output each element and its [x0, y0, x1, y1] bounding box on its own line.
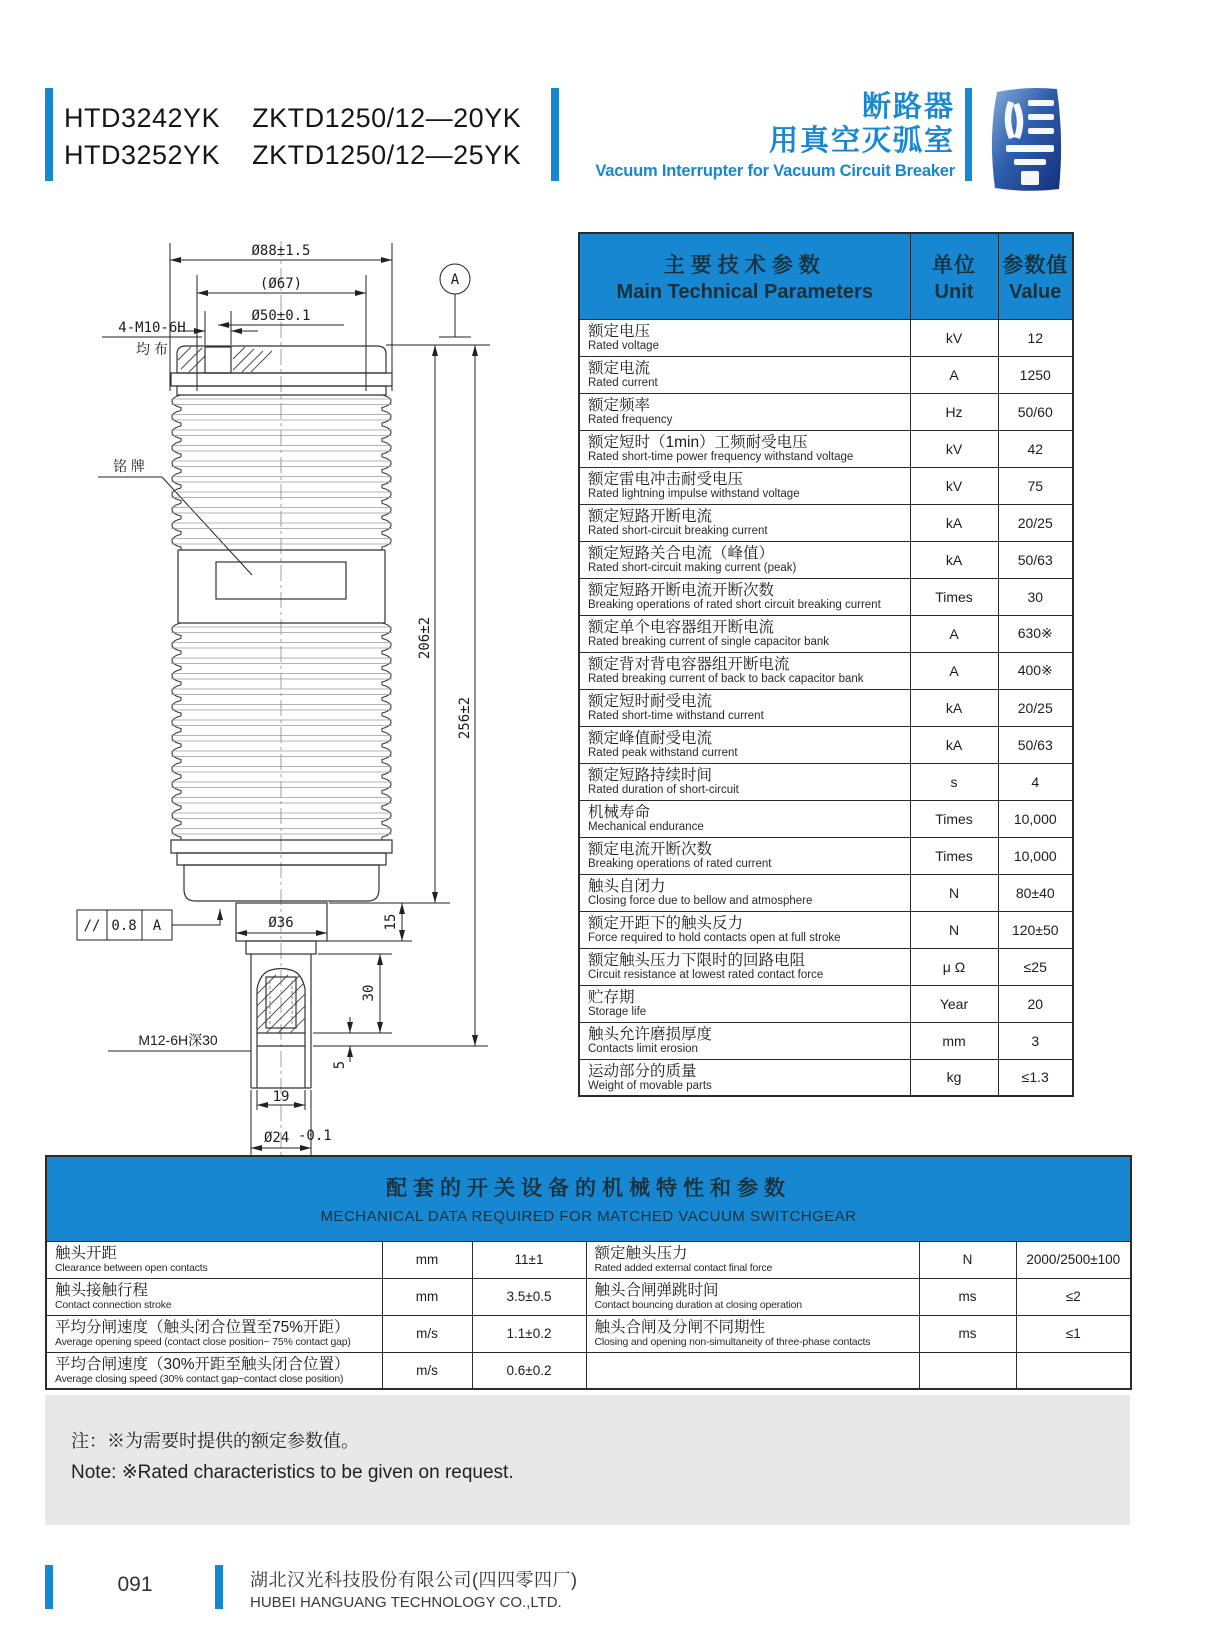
footer-company-en: HUBEI HANGUANG TECHNOLOGY CO.,LTD. — [250, 1594, 562, 1611]
parameter-name-cn: 触头开距 — [55, 1245, 118, 1262]
datum-a-letter: A — [450, 272, 460, 288]
table-row — [579, 578, 1073, 615]
parameter-name-cell — [579, 578, 910, 615]
parameter-name-cell — [579, 319, 910, 356]
title-en: Vacuum Interrupter for Vacuum Circuit Breaker — [595, 162, 955, 180]
table-row — [46, 1241, 1131, 1278]
unit-cell: m/s — [382, 1315, 472, 1352]
parameter-name-en: Rated lightning impulse withstand voltage — [588, 488, 800, 500]
gdt-tolerance-value: 0.8 — [111, 918, 137, 934]
header-unit-en: Unit — [934, 280, 974, 303]
value-cell: 20 — [998, 985, 1073, 1022]
value-cell: ≤25 — [998, 948, 1073, 985]
unit-cell: μ Ω — [910, 948, 998, 985]
parameter-name-cn: 额定短时耐受电流 — [588, 693, 713, 710]
unit-cell: N — [910, 874, 998, 911]
unit-cell: kV — [910, 430, 998, 467]
parameter-name-cn: 额定触头压力 — [594, 1245, 688, 1262]
value-cell — [1016, 1352, 1131, 1389]
parameter-name-en: Contact bouncing duration at closing operation — [594, 1299, 802, 1311]
product-title-block — [560, 90, 955, 181]
parameter-name-cell — [579, 985, 910, 1022]
dim-phi24-tolerance: -0.1 — [298, 1128, 332, 1144]
parameter-name-en: Contacts limit erosion — [588, 1043, 698, 1055]
table-row — [46, 1315, 1131, 1352]
parameter-name-cn: 额定频率 — [588, 397, 651, 414]
value-cell: 630※ — [998, 615, 1073, 652]
parallelism-tolerance-frame — [77, 910, 172, 940]
parameter-name-en: Rated short-time power frequency withstand voltage — [588, 451, 854, 463]
gdt-datum-ref: A — [152, 918, 162, 934]
table-row — [579, 1059, 1073, 1096]
header-value-en: Value — [1009, 280, 1062, 303]
footer-left-accent-bar — [45, 1565, 53, 1609]
parameter-name-cell — [46, 1278, 382, 1315]
table-row — [46, 1352, 1131, 1389]
dim-256: 256±2 — [457, 696, 473, 740]
unit-cell: mm — [910, 1022, 998, 1059]
parameter-name-en: Clearance between open contacts — [55, 1262, 208, 1274]
parameter-name-en: Rated breaking current of single capacitor bank — [588, 636, 830, 648]
parameter-name-cn: 额定短路关合电流（峰值） — [588, 545, 775, 562]
table-row — [579, 689, 1073, 726]
note-line-cn: 注：※为需要时提供的额定参数值。 — [71, 1431, 359, 1451]
table-row — [579, 911, 1073, 948]
parameter-name-cell — [579, 948, 910, 985]
dim-19: 19 — [272, 1089, 290, 1105]
table-row — [579, 393, 1073, 430]
mech-table-title — [46, 1156, 1131, 1241]
unit-cell: N — [910, 911, 998, 948]
table-row — [579, 985, 1073, 1022]
value-cell: 50/60 — [998, 393, 1073, 430]
header-value-cn: 参数值 — [1002, 253, 1069, 277]
value-cell: 3 — [998, 1022, 1073, 1059]
table-row — [579, 763, 1073, 800]
value-cell: 20/25 — [998, 504, 1073, 541]
parameter-name-en: Rated frequency — [588, 414, 673, 426]
model-line-2: HTD3252YK ZKTD1250/12—25YK — [64, 140, 522, 170]
value-cell: 400※ — [998, 652, 1073, 689]
parameter-name-cn: 额定峰值耐受电流 — [588, 730, 713, 747]
value-cell: 2000/2500±100 — [1016, 1241, 1131, 1278]
unit-cell: A — [910, 356, 998, 393]
parameter-name-cn: 额定电流 — [588, 360, 651, 377]
parameter-name-cn: 额定触头压力下限时的回路电阻 — [588, 952, 806, 969]
value-cell: 10,000 — [998, 800, 1073, 837]
parameter-name-en: Closing and opening non-simultaneity of three-phase contacts — [594, 1336, 871, 1348]
value-cell: ≤1.3 — [998, 1059, 1073, 1096]
model-line-1: HTD3242YK ZKTD1250/12—20YK — [64, 103, 522, 133]
dim-30: 30 — [361, 984, 377, 1002]
unit-cell: N — [919, 1241, 1016, 1278]
table-row — [579, 319, 1073, 356]
unit-cell: mm — [382, 1241, 472, 1278]
parameter-name-cell — [579, 430, 910, 467]
parameter-name-cell — [586, 1278, 919, 1315]
nameplate-label: 铭 牌 — [113, 458, 145, 474]
mech-title-cn: 配套的开关设备的机械特性和参数 — [386, 1177, 792, 1201]
parameter-name-cell — [579, 467, 910, 504]
parameter-name-cn: 额定短路持续时间 — [588, 767, 713, 784]
table-row — [579, 430, 1073, 467]
ceramic-bellows — [171, 395, 392, 840]
footer-page-number: 091 — [117, 1573, 153, 1596]
parameter-name-en: Average closing speed (30% contact gap~contact close position) — [55, 1372, 344, 1385]
unit-cell: kg — [910, 1059, 998, 1096]
header-parameters-en: Main Technical Parameters — [616, 280, 873, 303]
footer-mid-accent-bar — [215, 1565, 223, 1609]
unit-cell: Times — [910, 800, 998, 837]
unit-cell: Year — [910, 985, 998, 1022]
unit-cell: A — [910, 615, 998, 652]
unit-cell: kA — [910, 726, 998, 763]
parameter-name-cell — [586, 1315, 919, 1352]
table-row — [579, 356, 1073, 393]
parameter-name-en: Weight of movable parts — [588, 1079, 712, 1092]
main-parameters-table — [578, 232, 1074, 1097]
parameter-name-cell — [579, 504, 910, 541]
dimension-lines — [98, 243, 490, 1155]
parameter-name-cell — [579, 541, 910, 578]
unit-cell: kA — [910, 504, 998, 541]
parameter-name-en: Rated current — [588, 377, 658, 389]
parameter-name-en: Closing force due to bellow and atmosphere — [588, 895, 813, 907]
parameter-name-cell — [579, 726, 910, 763]
title-cn-line2: 用真空灭弧室 — [768, 125, 955, 157]
dim-phi50: Ø50±0.1 — [251, 308, 311, 324]
table-row — [579, 652, 1073, 689]
parameter-name-en: Mechanical endurance — [588, 821, 704, 833]
value-cell: 10,000 — [998, 837, 1073, 874]
note-line-en: Note: ※Rated characteristics to be given on request. — [71, 1462, 514, 1483]
mechanical-data-table — [45, 1155, 1132, 1390]
bolt-pattern-label2: 均 布 — [136, 341, 168, 357]
table-row — [579, 726, 1073, 763]
header-parameters-cn: 主要技术参数 — [663, 253, 826, 277]
parameter-name-cell — [579, 1059, 910, 1096]
value-cell: 42 — [998, 430, 1073, 467]
unit-cell — [919, 1352, 1016, 1389]
unit-cell: Times — [910, 837, 998, 874]
datum-a-symbol — [439, 264, 471, 337]
dim-phi67: (Ø67) — [259, 276, 303, 292]
header-right-accent-bar — [965, 88, 972, 181]
table-row — [579, 504, 1073, 541]
parameter-name-cell — [46, 1352, 382, 1389]
parameter-name-cell — [579, 689, 910, 726]
value-cell: ≤1 — [1016, 1315, 1131, 1352]
table-row — [579, 541, 1073, 578]
parameter-name-en: Average opening speed (contact close position~ 75% contact gap) — [55, 1336, 351, 1348]
parameter-name-cn: 运动部分的质量 — [588, 1062, 697, 1080]
parameter-name-cn: 额定背对背电容器组开断电流 — [588, 656, 790, 673]
parameter-name-cell — [579, 763, 910, 800]
parameter-name-cn: 额定电流开断次数 — [588, 841, 713, 858]
parameter-name-en: Rated added external contact final force — [594, 1262, 773, 1274]
interrupter-body — [171, 346, 392, 1088]
mech-title-en: MECHANICAL DATA REQUIRED FOR MATCHED VACUUM SWITCHGEAR — [320, 1208, 857, 1226]
footer-company — [250, 1566, 578, 1611]
parameter-name-cn: 额定电压 — [588, 323, 651, 340]
parameter-name-en: Rated short-circuit making current (peak) — [588, 562, 797, 574]
bolt-hole-section — [205, 347, 231, 373]
parameter-name-cell — [579, 356, 910, 393]
table-row — [579, 874, 1073, 911]
unit-cell: ms — [919, 1315, 1016, 1352]
table-row — [579, 615, 1073, 652]
unit-cell: mm — [382, 1278, 472, 1315]
value-cell: 0.6±0.2 — [472, 1352, 586, 1389]
dim-phi24: Ø24 — [264, 1130, 290, 1146]
parameter-name-cn: 额定短路开断电流开断次数 — [588, 582, 775, 599]
dim-15: 15 — [383, 913, 399, 931]
header-mid-accent-bar — [551, 88, 559, 181]
bolt-pattern-label: 4-M10-6H — [118, 320, 186, 336]
table-row — [579, 800, 1073, 837]
header-parameters — [579, 233, 910, 319]
parameter-name-cell — [579, 393, 910, 430]
note-box — [45, 1395, 1130, 1525]
table-row — [579, 837, 1073, 874]
parameter-name-en: Rated short-time withstand current — [588, 710, 764, 722]
parameter-name-en: Breaking operations of rated short circuit breaking current — [588, 599, 881, 611]
unit-cell: kA — [910, 689, 998, 726]
value-cell: 12 — [998, 319, 1073, 356]
parameter-name-cn: 额定雷电冲击耐受电压 — [588, 471, 744, 488]
unit-cell: Times — [910, 578, 998, 615]
parameter-name-cn: 机械寿命 — [588, 804, 651, 821]
parameter-name-cell — [579, 1022, 910, 1059]
parameter-name-en: Rated short-circuit breaking current — [588, 525, 768, 537]
table-row — [579, 948, 1073, 985]
parameter-name-cn: 触头允许磨损厚度 — [588, 1026, 713, 1043]
parameter-name-cn: 触头自闭力 — [588, 878, 666, 895]
parameter-name-cn: 额定短时（1min）工频耐受电压 — [588, 434, 808, 451]
value-cell: 3.5±0.5 — [472, 1278, 586, 1315]
parameter-name-cell — [579, 652, 910, 689]
unit-cell: m/s — [382, 1352, 472, 1389]
parameter-name-cell — [579, 874, 910, 911]
parameter-name-cell — [586, 1241, 919, 1278]
company-seal-logo — [988, 85, 1064, 193]
parameter-name-en: Rated voltage — [588, 340, 659, 352]
title-cn-line1: 断路器 — [861, 91, 955, 123]
unit-cell: kV — [910, 319, 998, 356]
parameter-name-cn: 贮存期 — [588, 989, 635, 1006]
table-row — [46, 1278, 1131, 1315]
parameter-name-cell — [579, 911, 910, 948]
parameter-name-cn: 触头合闸弹跳时间 — [594, 1282, 719, 1299]
parameter-name-cn: 额定短路开断电流 — [588, 508, 713, 525]
dim-phi36: Ø36 — [268, 915, 294, 931]
table-row — [579, 467, 1073, 504]
footer-company-cn: 湖北汉光科技股份有限公司(四四零四厂) — [250, 1570, 578, 1590]
value-cell: 30 — [998, 578, 1073, 615]
parameter-name-en: Rated peak withstand current — [588, 747, 738, 759]
header-left-accent-bar — [45, 88, 53, 181]
parameter-name-en: Storage life — [588, 1006, 647, 1018]
dim-206: 206±2 — [417, 616, 433, 660]
unit-cell: A — [910, 652, 998, 689]
parameter-name-cn: 额定单个电容器组开断电流 — [588, 619, 775, 636]
unit-cell: kA — [910, 541, 998, 578]
model-numbers — [64, 100, 521, 174]
table-row — [579, 1022, 1073, 1059]
value-cell: 4 — [998, 763, 1073, 800]
unit-cell: ms — [919, 1278, 1016, 1315]
parameter-name-en: Circuit resistance at lowest rated contact force — [588, 969, 824, 981]
parameter-name-cell — [46, 1241, 382, 1278]
unit-cell: kV — [910, 467, 998, 504]
table-header-row — [579, 233, 1073, 319]
parameter-name-cn: 触头合闸及分闸不同期性 — [594, 1319, 766, 1336]
parameter-name-cn: 额定开距下的触头反力 — [588, 915, 744, 932]
value-cell: 75 — [998, 467, 1073, 504]
technical-drawing — [50, 213, 550, 1163]
dim-phi88: Ø88±1.5 — [251, 243, 311, 259]
value-cell: 11±1 — [472, 1241, 586, 1278]
header-value — [998, 233, 1073, 319]
header-unit — [910, 233, 998, 319]
value-cell: 50/63 — [998, 726, 1073, 763]
mech-table-header-row — [46, 1156, 1131, 1241]
unit-cell: Hz — [910, 393, 998, 430]
value-cell: 80±40 — [998, 874, 1073, 911]
parameter-name-en: Rated duration of short-circuit — [588, 784, 739, 796]
value-cell: 1250 — [998, 356, 1073, 393]
section-hatching — [206, 975, 348, 1045]
dim-5: 5 — [332, 1060, 348, 1070]
value-cell: 20/25 — [998, 689, 1073, 726]
parameter-name-en: Contact connection stroke — [55, 1299, 172, 1311]
parameter-name-cn: 平均合闸速度（30%开距至触头闭合位置） — [55, 1355, 350, 1373]
header-unit-cn: 单位 — [932, 253, 976, 277]
parameter-name-cell — [46, 1315, 382, 1352]
value-cell: 120±50 — [998, 911, 1073, 948]
gdt-parallel-symbol: // — [83, 918, 101, 934]
parameter-name-en: Force required to hold contacts open at full stroke — [588, 932, 841, 944]
unit-cell: s — [910, 763, 998, 800]
parameter-name-cn: 平均分闸速度（触头闭合位置至75%开距） — [55, 1319, 350, 1336]
parameter-name-cell — [579, 837, 910, 874]
thread-spec-label: M12-6H深30 — [138, 1032, 218, 1048]
parameter-name-en: Breaking operations of rated current — [588, 858, 772, 870]
parameter-name-cell — [586, 1352, 919, 1389]
value-cell: ≤2 — [1016, 1278, 1131, 1315]
value-cell: 1.1±0.2 — [472, 1315, 586, 1352]
value-cell: 50/63 — [998, 541, 1073, 578]
parameter-name-cell — [579, 615, 910, 652]
parameter-name-en: Rated breaking current of back to back capacitor bank — [588, 673, 864, 685]
parameter-name-cn: 触头接触行程 — [55, 1282, 149, 1299]
parameter-name-cell — [579, 800, 910, 837]
